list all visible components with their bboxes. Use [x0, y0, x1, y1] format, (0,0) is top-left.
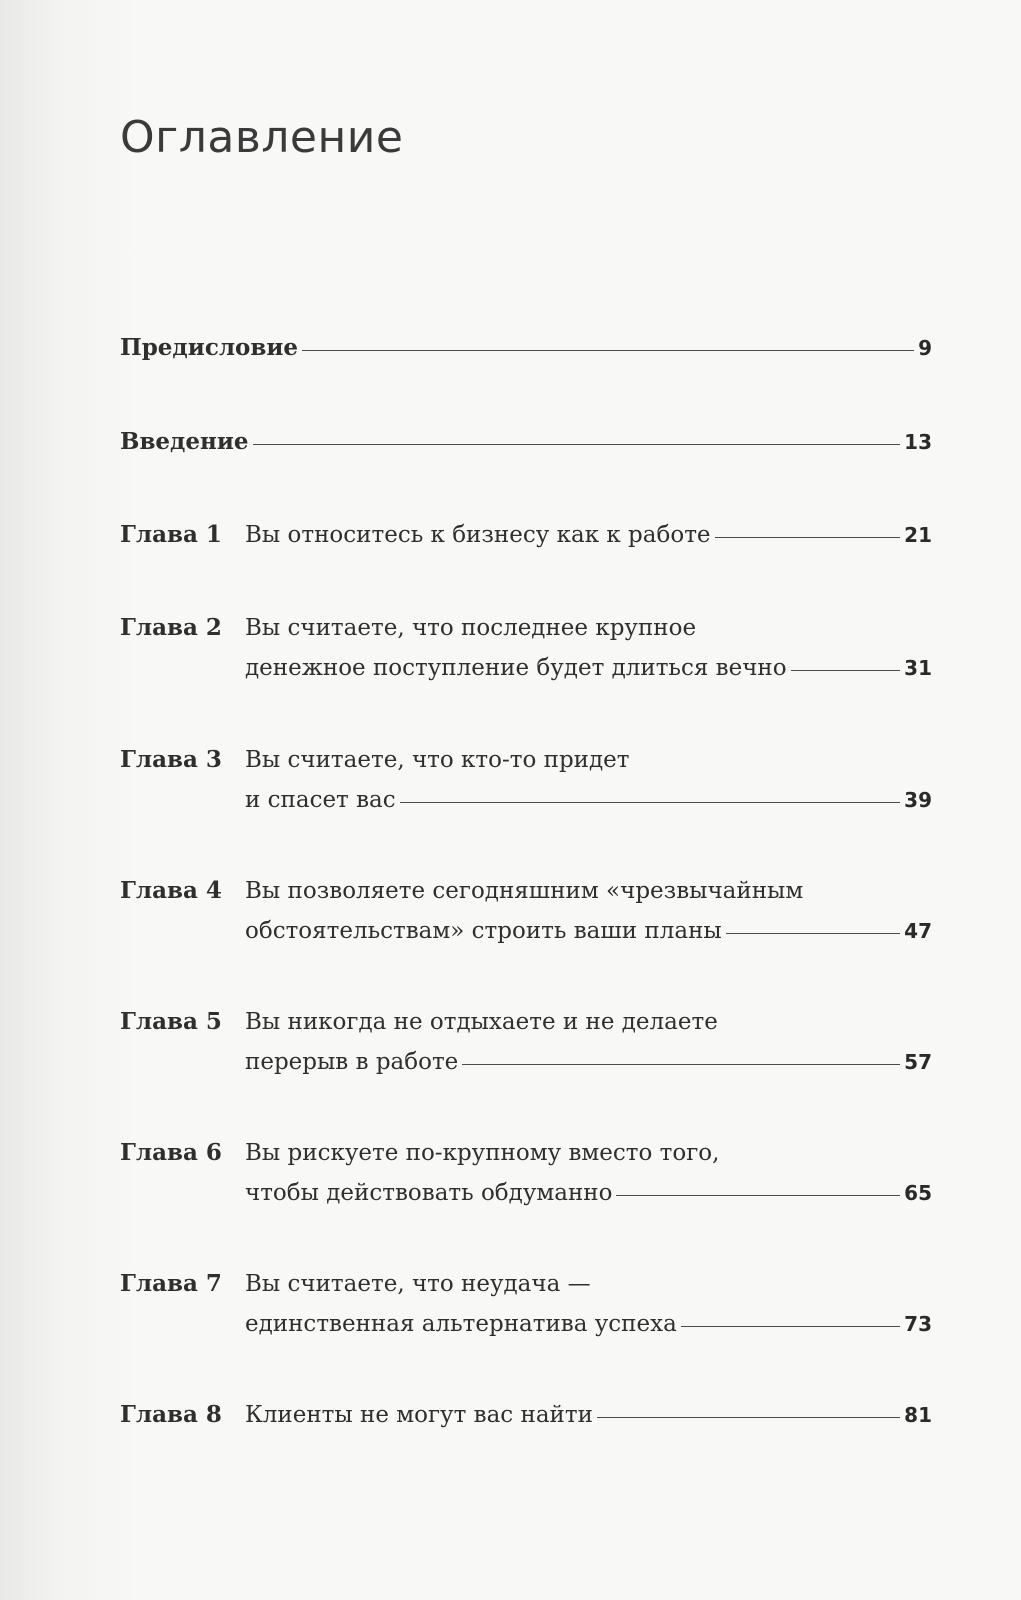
toc-entry-title: перерыв в работе	[245, 1049, 459, 1075]
chapter-label: Глава 5	[120, 1008, 222, 1035]
toc-entry-title: Клиенты не могут вас найти	[245, 1402, 593, 1428]
dot-leader	[616, 1195, 900, 1196]
page-number: 57	[904, 1050, 932, 1074]
page-number: 81	[904, 1403, 932, 1427]
toc-entry-title-line: Вы рискуете по-крупному вместо того,	[245, 1140, 720, 1166]
page-number: 21	[904, 523, 932, 547]
toc-entry-title: чтобы действовать обдуманно	[245, 1180, 613, 1206]
page-number: 13	[904, 430, 932, 454]
page-number: 31	[904, 656, 932, 680]
dot-leader	[302, 350, 914, 351]
dot-leader	[597, 1417, 900, 1418]
page-number: 9	[918, 336, 932, 360]
chapter-label: Глава 8	[120, 1401, 222, 1428]
toc-entry-title: Введение	[120, 428, 249, 455]
chapter-label: Глава 3	[120, 746, 222, 773]
toc-entry-title-line: Вы никогда не отдыхаете и не делаете	[245, 1009, 718, 1035]
toc-entry-title: единственная альтернатива успеха	[245, 1311, 677, 1337]
toc-entry-title-line: Вы позволяете сегодняшним «чрезвычайным	[245, 878, 804, 904]
toc-entry-title-line: Вы считаете, что неудача —	[245, 1271, 591, 1297]
page-number: 39	[904, 788, 932, 812]
chapter-label: Глава 6	[120, 1139, 222, 1166]
chapter-label: Глава 7	[120, 1270, 222, 1297]
page-title: Оглавление	[120, 112, 404, 163]
dot-leader	[715, 537, 901, 538]
page-number: 65	[904, 1181, 932, 1205]
chapter-label: Глава 1	[120, 521, 222, 548]
toc-entry-title-line: Вы считаете, что кто-то придет	[245, 747, 630, 773]
dot-leader	[726, 933, 900, 934]
toc-entry-title-line: Вы считаете, что последнее крупное	[245, 615, 697, 641]
dot-leader	[400, 802, 901, 803]
dot-leader	[681, 1326, 900, 1327]
page-number: 73	[904, 1312, 932, 1336]
toc-entry-title: денежное поступление будет длиться вечно	[245, 655, 787, 681]
toc-entry-title: Предисловие	[120, 334, 299, 361]
dot-leader	[791, 670, 901, 671]
toc-entry-title: обстоятельствам» строить ваши планы	[245, 918, 722, 944]
chapter-label: Глава 4	[120, 877, 222, 904]
dot-leader	[253, 444, 901, 445]
dot-leader	[462, 1064, 900, 1065]
toc-entry-title: и спасет вас	[245, 787, 396, 813]
page-number: 47	[904, 919, 932, 943]
toc-entry-title: Вы относитесь к бизнесу как к работе	[245, 522, 711, 548]
chapter-label: Глава 2	[120, 614, 222, 641]
